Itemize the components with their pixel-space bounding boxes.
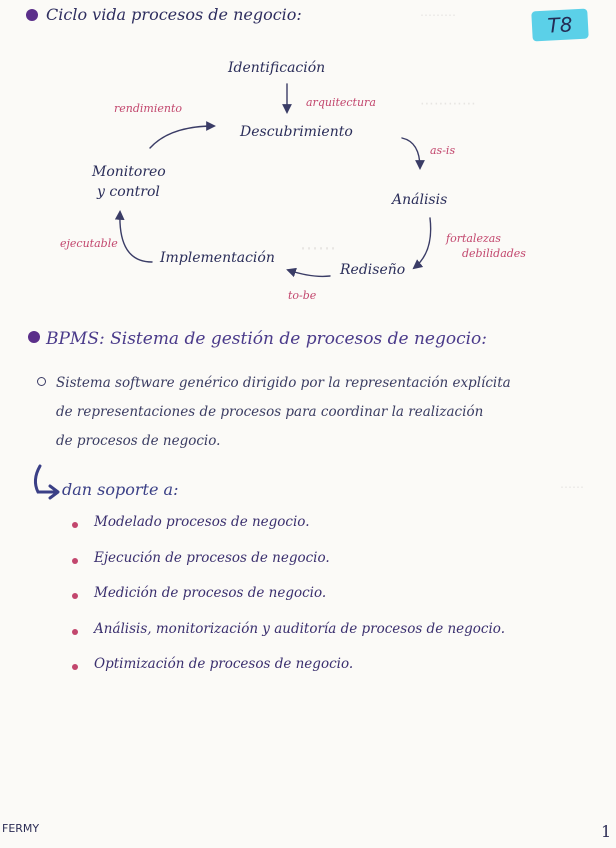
node-rediseno: Rediseño bbox=[340, 262, 406, 278]
label-as-is: as-is bbox=[430, 144, 456, 157]
support-list bbox=[68, 514, 505, 692]
support-heading: dan soporte a: bbox=[62, 480, 179, 499]
node-monitoreo-control: y control bbox=[97, 184, 160, 200]
list-bullet bbox=[72, 593, 78, 599]
node-monitoreo: Monitoreo bbox=[92, 164, 166, 180]
list-item: Modelado procesos de negocio. bbox=[68, 514, 505, 550]
label-to-be: to-be bbox=[288, 289, 317, 302]
bpms-bullet bbox=[28, 331, 40, 343]
topic-badge: T8 bbox=[531, 9, 588, 42]
ghost-text: ⋯⋯ bbox=[560, 480, 584, 494]
description-line: de procesos de negocio. bbox=[56, 433, 221, 449]
ghost-text: ⋯⋯⋯⋯ bbox=[420, 96, 476, 112]
list-bullet bbox=[72, 664, 78, 670]
list-item: Optimización de procesos de negocio. bbox=[68, 656, 505, 692]
page-title: Ciclo vida procesos de negocio: bbox=[46, 5, 302, 24]
description-bullet bbox=[37, 377, 46, 386]
node-implementacion: Implementación bbox=[160, 250, 275, 266]
list-bullet bbox=[72, 558, 78, 564]
bpms-heading: BPMS: Sistema de gestión de procesos de negocio: bbox=[46, 329, 487, 349]
page-number: 1 bbox=[601, 822, 612, 841]
node-analisis: Análisis bbox=[392, 192, 448, 208]
description-line: de representaciones de procesos para coordinar la realización bbox=[56, 404, 484, 420]
list-item: Ejecución de procesos de negocio. bbox=[68, 550, 505, 586]
ghost-text: ⋯⋯ bbox=[300, 238, 336, 259]
node-identificacion: Identificación bbox=[228, 60, 326, 76]
list-item: Medición de procesos de negocio. bbox=[68, 585, 505, 621]
label-fortalezas: fortalezas bbox=[446, 232, 501, 245]
list-bullet bbox=[72, 522, 78, 528]
list-item: Análisis, monitorización y auditoría de procesos de negocio. bbox=[68, 621, 505, 657]
label-ejecutable: ejecutable bbox=[60, 237, 118, 250]
cycle-arrows bbox=[0, 0, 616, 320]
ghost-text: ⋯⋯⋯ bbox=[420, 8, 456, 22]
node-descubrimiento: Descubrimiento bbox=[240, 124, 353, 140]
label-rendimiento: rendimiento bbox=[114, 102, 182, 115]
bpms-description bbox=[56, 369, 596, 456]
description-line: Sistema software genérico dirigido por la representación explícita bbox=[56, 375, 511, 391]
curved-arrow-icon bbox=[30, 462, 64, 504]
list-bullet bbox=[72, 629, 78, 635]
label-debilidades: debilidades bbox=[462, 247, 526, 260]
label-arquitectura: arquitectura bbox=[306, 96, 376, 109]
author-signature: FERMY bbox=[2, 822, 40, 835]
